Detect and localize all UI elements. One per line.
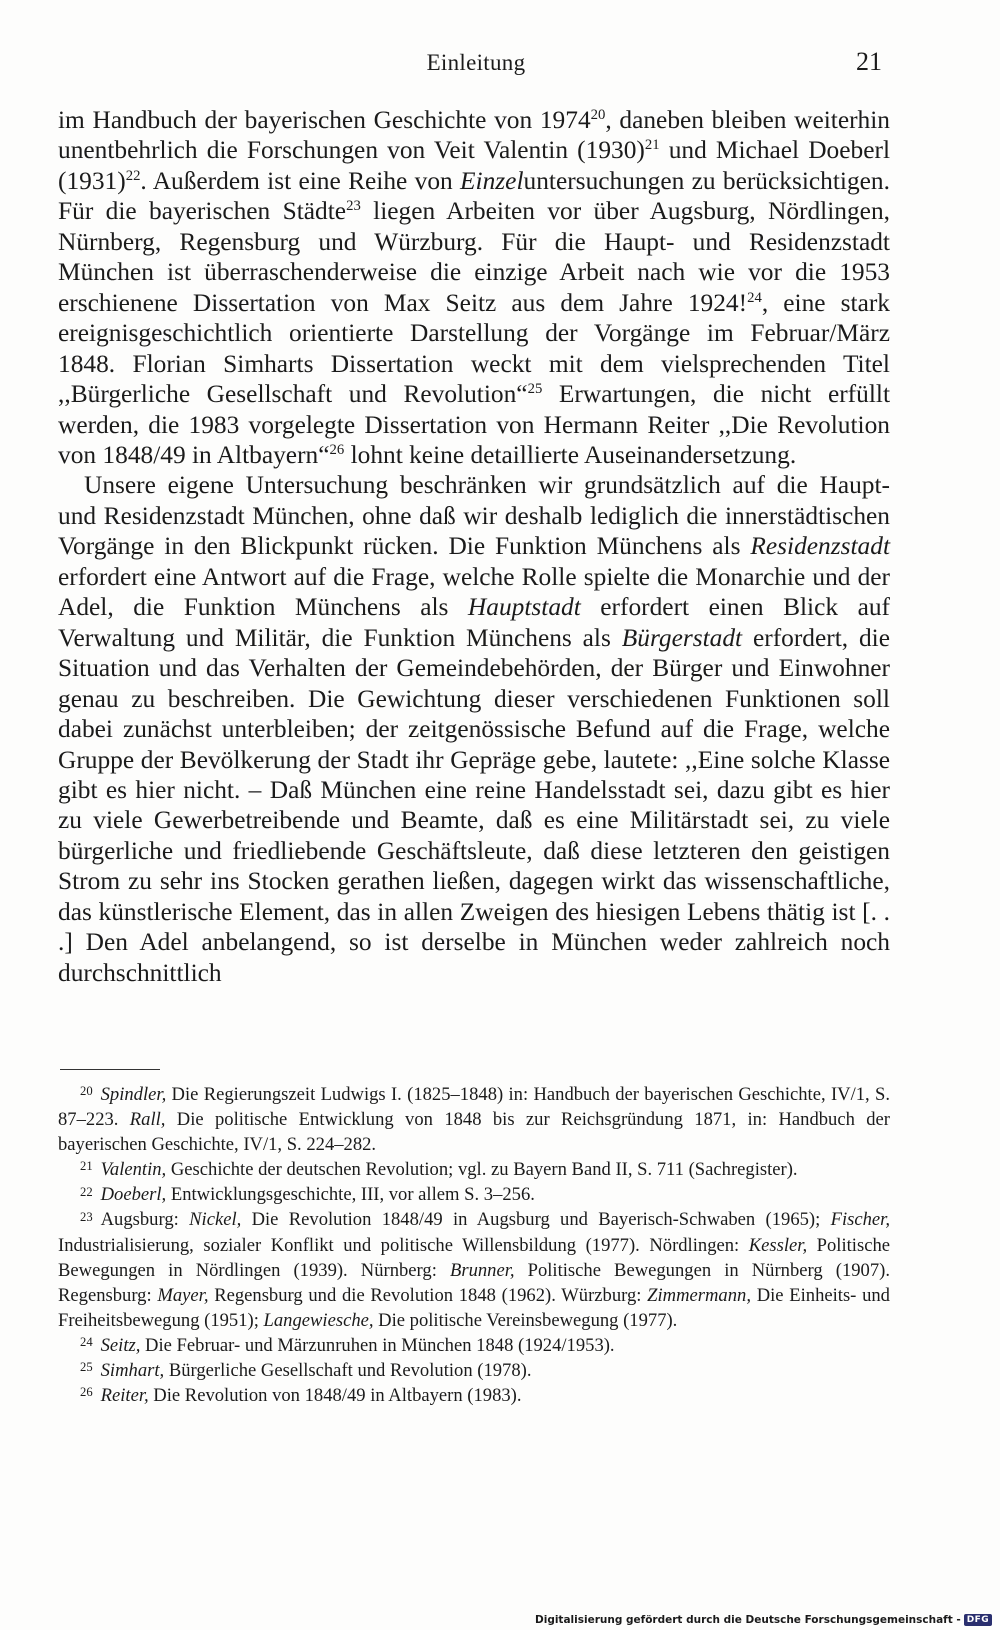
text-run: und Michael Doeberl (1931) (58, 136, 890, 195)
text-run: Unsere eigene Untersuchung beschränken wir grundsätzlich auf die Haupt- und Residenzstadt München, ohne daß wir deshalb lediglich die innerstädtischen Vorgänge in den Blickpunkt rücken. Die Funktion Münchens als (58, 471, 890, 561)
emphasis: Einzel (460, 166, 524, 195)
footnote-text: Industrialisierung, sozialer Konflikt und politische Willensbildung (1977). Nördlingen: (58, 1234, 749, 1256)
footnote-author: Rall, (129, 1109, 166, 1131)
running-title: Einleitung (426, 50, 526, 75)
text-run: . Außerdem ist eine Reihe von (140, 166, 461, 195)
footnote-text: Die Februar- und Märzunruhen in München 1848 (1924/1953). (140, 1334, 615, 1356)
footnote-author: Valentin, (100, 1159, 167, 1181)
footnote-24 (58, 1333, 890, 1358)
footnote-text: Politische Bewegungen in Nördlingen (1939). Nürnberg: (58, 1234, 890, 1281)
footnote-ref-25: 25 (527, 380, 543, 397)
footnote-author: Langewiesche, (263, 1309, 374, 1331)
text-run: lohnt keine detaillierte Auseinandersetzung. (344, 440, 797, 469)
footnote-text: Die politische Vereinsbewegung (1977). (373, 1309, 678, 1331)
text-run: Erwartungen, die nicht erfüllt werden, die 1983 vorgelegte Dissertation von Hermann Reiter ,,Die Revolution von 1848/49 in Altbayern“ (58, 380, 890, 469)
footnote-author: Nickel, (189, 1209, 242, 1231)
footnote-text: Geschichte der deutschen Revolution; vgl. zu Bayern Band II, S. 711 (Sachregister). (166, 1159, 798, 1181)
digitization-credit (535, 1614, 992, 1626)
footnotes (58, 1082, 890, 1408)
footnote-number: 22 (80, 1184, 93, 1199)
footnote-20 (58, 1082, 890, 1157)
text-run: erfordert einen Blick auf Verwaltung und Militär, die Funktion Münchens als (58, 593, 891, 652)
footnote-author: Simhart, (100, 1360, 165, 1382)
footnote-number: 26 (80, 1385, 93, 1400)
text-run: liegen Arbeiten vor über Augsburg, Nördlingen, Nürnberg, Regensburg und Würzburg. Für die Haupt- und Residenzstadt München ist überraschenderweise die einzige Arbeit nach wie vor die 1953 erschienene Dissertation von Max Seitz aus dem Jahre 1924! (58, 197, 890, 317)
running-header (62, 47, 890, 86)
footnote-author: Spindler, (100, 1084, 167, 1105)
text-run: , eine stark ereignisgeschichtlich orientierte Darstellung der Vorgänge im Februar/März 1848. Florian Simharts Dissertation weckt mit dem vielsprechenden Titel ,,Bürgerliche Gesellschaft und Revolution“ (58, 288, 891, 409)
footnote-text: Die Einheits- und Freiheitsbewegung (1951); (58, 1284, 890, 1331)
footnote-number: 20 (80, 1084, 93, 1099)
footnote-ref-21: 21 (644, 137, 660, 154)
paragraph-2 (58, 470, 890, 988)
emphasis: Hauptstadt (467, 593, 581, 622)
text-run: , daneben bleiben weiterhin unentbehrlich die Forschungen von Veit Valentin (1930) (58, 106, 890, 165)
footnote-author: Zimmermann, (647, 1284, 751, 1306)
footnote-text: Die politische Entwicklung von 1848 bis zur Reichsgründung 1871, in: Handbuch der bayerischen Geschichte, IV/1, S. 224–282. (58, 1109, 890, 1156)
emphasis: Residenzstadt (750, 532, 890, 561)
footnote-text: Die Revolution von 1848/49 in Altbayern (1983). (148, 1385, 522, 1407)
text-run: untersuchungen zu berücksichtigen. Für die bayerischen Städte (58, 166, 890, 226)
text-run: erfordert eine Antwort auf die Frage, welche Rolle spielte die Monarchie und der Adel, die Funktion Münchens als (58, 562, 890, 622)
text-run: im Handbuch der bayerischen Geschichte von 1974 (58, 106, 591, 134)
footnote-text: Bürgerliche Gesellschaft und Revolution (1978). (164, 1360, 532, 1382)
footnote-22 (58, 1182, 890, 1207)
footnote-23 (58, 1207, 890, 1332)
footnote-author: Mayer, (157, 1284, 209, 1306)
emphasis: Bürgerstadt (621, 623, 743, 652)
footnote-text: Regensburg und die Revolution 1848 (1962). Würzburg: (208, 1284, 648, 1306)
footnote-26 (58, 1383, 890, 1408)
footnote-ref-26: 26 (329, 441, 345, 458)
footnote-ref-23: 23 (346, 198, 361, 215)
footnote-ref-20: 20 (590, 106, 606, 123)
footnote-number: 24 (80, 1335, 93, 1350)
footnote-number: 25 (80, 1360, 93, 1375)
footnote-author: Doeberl, (100, 1184, 167, 1206)
text-run: erfordert, die Situation und das Verhalten der Gemeindebehörden, der Bürger und Einwohner genau zu beschreiben. Die Gewichtung dieser verschiedenen Funktionen soll dabei zunächst unterbleiben; der zeitgenössische Befund auf die Frage, welche Gruppe der Bevölkerung der Stadt ihr Gepräge gebe, lautete: ,,Eine solche Klasse gibt es hier nicht. – Daß München eine reine Handelsstadt sei, dazu gibt es hier zu viele Gewerbetreibende und Beamte, daß es eine Militärstadt sei, zu viele bürgerliche und friedliebende Geschäftsleute, daß diese letzteren den geistigen Strom zu sehr ins Stocken gerathen ließen, dagegen wirkt das wissenschaftliche, das künstlerische Element, das in allen Zweigen des hiesigen Lebens thätig ist [. . .] Den Adel anbelangend, so ist derselbe in München weder zahlreich noch durchschnittlich (58, 623, 891, 987)
footnote-text: Die Revolution 1848/49 in Augsburg und Bayerisch-Schwaben (1965); (241, 1209, 831, 1231)
footnote-text: Politische Bewegungen in Nürnberg (1907). Regensburg: (58, 1259, 890, 1306)
footnote-text: Augsburg: (100, 1209, 190, 1231)
footnote-author: Fischer, (830, 1209, 890, 1231)
footnote-author: Brunner, (449, 1259, 515, 1281)
footnote-author: Seitz, (100, 1334, 141, 1356)
footnote-author: Kessler, (748, 1234, 808, 1256)
dfg-logo-icon: DFG (964, 1614, 992, 1626)
credit-text: Digitalisierung gefördert durch die Deutsche Forschungsgemeinschaft - (535, 1614, 961, 1626)
footnote-number: 23 (80, 1209, 93, 1224)
main-text (58, 105, 890, 988)
footnote-25 (58, 1358, 890, 1383)
footnote-text: Entwicklungsgeschichte, III, vor allem S. 3–256. (166, 1184, 535, 1206)
page-number: 21 (856, 47, 882, 76)
footnote-number: 21 (80, 1159, 93, 1174)
footnote-text: Die Regierungszeit Ludwigs I. (1825–1848) in: Handbuch der bayerischen Geschichte, IV/1, S. 87–223. (58, 1084, 890, 1131)
paragraph-1 (58, 105, 890, 470)
footnote-divider (60, 1069, 160, 1070)
footnote-21 (58, 1157, 890, 1182)
footnote-ref-22: 22 (125, 167, 141, 184)
footnote-ref-24: 24 (747, 289, 762, 306)
footnote-author: Reiter, (100, 1385, 149, 1407)
